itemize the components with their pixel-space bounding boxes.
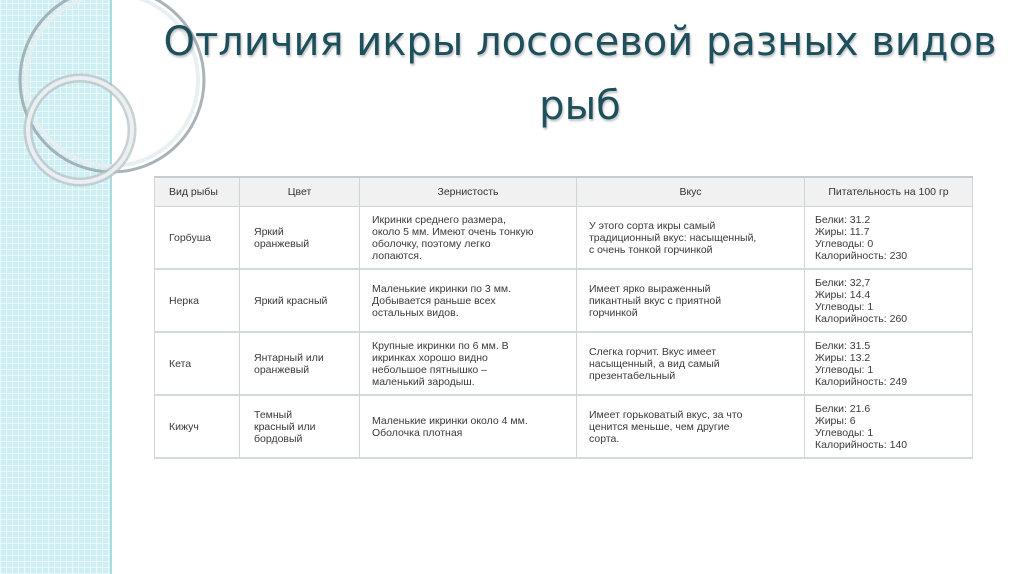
cell-color: Яркий оранжевый — [240, 207, 360, 270]
table-row — [155, 332, 973, 395]
cell-grain: Маленькие икринки около 4 мм. Оболочка плотная — [360, 395, 577, 458]
header-nutrition: Питательность на 100 гр — [805, 177, 973, 207]
table-header-row — [155, 177, 973, 207]
caviar-table — [154, 176, 973, 459]
cell-taste: Имеет ярко выраженный пикантный вкус с приятной горчинкой — [577, 269, 805, 332]
cell-color: Темный красный или бордовый — [240, 395, 360, 458]
header-taste: Вкус — [577, 177, 805, 207]
cell-color: Янтарный или оранжевый — [240, 332, 360, 395]
cell-species: Горбуша — [155, 207, 240, 270]
table-row — [155, 207, 973, 270]
cell-nutrition: Белки: 32,7 Жиры: 14.4 Углеводы: 1 Калорийность: 260 — [805, 269, 973, 332]
cell-species: Кижуч — [155, 395, 240, 458]
table-row — [155, 395, 973, 458]
cell-taste: Имеет горьковатый вкус, за что ценится меньше, чем другие сорта. — [577, 395, 805, 458]
cell-nutrition: Белки: 31.5 Жиры: 13.2 Углеводы: 1 Калорийность: 249 — [805, 332, 973, 395]
cell-species: Кета — [155, 332, 240, 395]
page-title: Отличия икры лососевой разных видов рыб — [163, 19, 997, 129]
cell-nutrition: Белки: 31.2 Жиры: 11.7 Углеводы: 0 Калорийность: 230 — [805, 207, 973, 270]
cell-grain: Маленькие икринки по 3 мм. Добывается раньше всех остальных видов. — [360, 269, 577, 332]
header-grain: Зернистость — [360, 177, 577, 207]
cell-species: Нерка — [155, 269, 240, 332]
cell-taste: Слегка горчит. Вкус имеет насыщенный, а вид самый презентабельный — [577, 332, 805, 395]
cell-taste: У этого сорта икры самый традиционный вкус: насыщенный, с очень тонкой горчинкой — [577, 207, 805, 270]
cell-nutrition: Белки: 21.6 Жиры: 6 Углеводы: 1 Калорийность: 140 — [805, 395, 973, 458]
table-row — [155, 269, 973, 332]
header-species: Вид рыбы — [155, 177, 240, 207]
header-color: Цвет — [240, 177, 360, 207]
cell-color: Яркий красный — [240, 269, 360, 332]
cell-grain: Крупные икринки по 6 мм. В икринках хорошо видно небольшое пятнышко – маленький зародыш. — [360, 332, 577, 395]
comparison-table — [154, 176, 972, 459]
cell-grain: Икринки среднего размера, около 5 мм. Имеют очень тонкую оболочку, поэтому легко лопаются. — [360, 207, 577, 270]
